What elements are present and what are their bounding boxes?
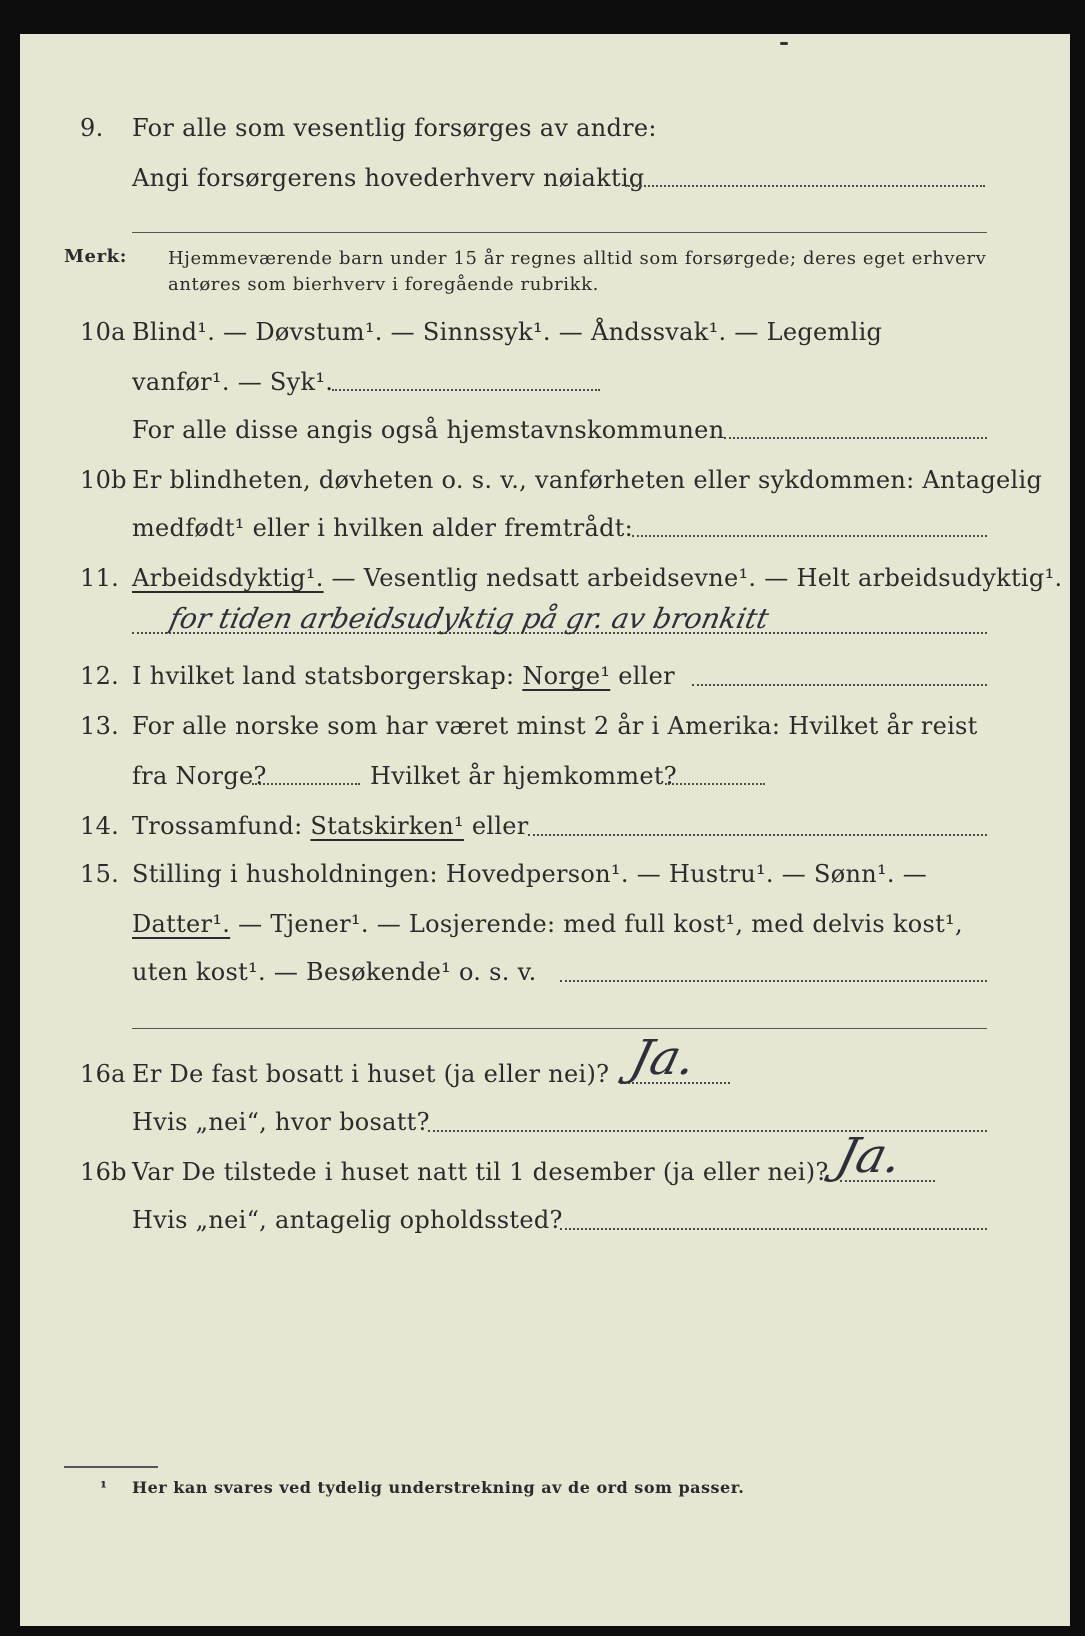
ink-speck (780, 42, 788, 45)
q10a-line2: vanfør¹. — Syk¹. (132, 368, 334, 396)
q9-line1: For alle som vesentlig forsørges av andre: (132, 114, 657, 142)
q12-number: 12. (80, 662, 120, 690)
q15-line1: Stilling i husholdningen: Hovedperson¹. — Hustru¹. — Sønn¹. — (132, 860, 928, 888)
q14-line (132, 812, 529, 840)
q12-line (132, 662, 675, 690)
q11-number: 11. (80, 564, 120, 592)
q14-text: Trossamfund: (132, 812, 303, 840)
footnote-divider (64, 1466, 158, 1468)
q10a-line1: Blind¹. — Døvstum¹. — Sinnssyk¹. — Åndssvak¹. — Legemlig (132, 318, 883, 346)
q10a-number: 10a (80, 318, 126, 346)
footnote-text: Her kan svares ved tydelig understrekning av de ord som passer. (132, 1478, 745, 1497)
q14-answer-line[interactable] (528, 834, 987, 836)
q12-answer-line[interactable] (692, 684, 987, 686)
merk-line2: antøres som bierhverv i foregående rubrikk. (168, 274, 599, 295)
q13-reist-line[interactable] (252, 783, 360, 785)
q15-extra-line[interactable] (132, 1028, 987, 1029)
q13-line1: For alle norske som har været minst 2 år i Amerika: Hvilket år reist (132, 712, 978, 740)
q15-answer-line[interactable] (560, 980, 987, 982)
q10b-number: 10b (80, 466, 127, 494)
census-form-page (20, 34, 1070, 1626)
q16a-number: 16a (80, 1060, 126, 1088)
q16b-number: 16b (80, 1158, 127, 1186)
q9-line2: Angi forsørgerens hovederhverv nøiaktig (132, 164, 645, 192)
q15-option-datter[interactable]: Datter¹. (132, 910, 231, 938)
q11-option-arbeidsdyktig[interactable]: Arbeidsdyktig¹. (132, 564, 324, 592)
q15-line2 (132, 910, 963, 938)
q9-answer-line[interactable] (625, 185, 985, 187)
q13-line2a: fra Norge? (132, 762, 267, 790)
q10b-line1: Er blindheten, døvheten o. s. v., vanførheten eller sykdommen: Antagelig (132, 466, 1043, 494)
footnote-marker: ¹ (100, 1478, 108, 1497)
q15-line2-rest: — Tjener¹. — Losjerende: med full kost¹, med delvis kost¹, (230, 910, 963, 938)
q14-tail: eller (471, 812, 529, 840)
q16a-handwritten-answer: Ja. (625, 1030, 703, 1086)
q14-option-statskirken[interactable]: Statskirken¹ (310, 812, 464, 840)
q12-text: I hvilket land statsborgerskap: (132, 662, 515, 690)
q10a-hjemstavn-line[interactable] (724, 437, 987, 439)
q10a-line3: For alle disse angis også hjemstavnskommunen (132, 416, 725, 444)
merk-line1: Hjemmeværende barn under 15 år regnes alltid som forsørgede; deres eget erhverv (168, 248, 987, 269)
merk-label: Merk: (64, 246, 127, 267)
q16b-handwritten-answer: Ja. (831, 1128, 909, 1184)
q15-line3: uten kost¹. — Besøkende¹ o. s. v. (132, 958, 537, 986)
q9-number: 9. (80, 114, 104, 142)
q13-hjemkommet-line[interactable] (665, 783, 765, 785)
q16a-line1: Er De fast bosatt i huset (ja eller nei)? (132, 1060, 610, 1088)
q11-handwritten-answer: for tiden arbeidsudyktig på gr. av bronkitt (166, 602, 772, 635)
q11-line1 (132, 564, 1062, 592)
q10b-line2: medfødt¹ eller i hvilken alder fremtrådt: (132, 514, 634, 542)
q12-option-norge[interactable]: Norge¹ (522, 662, 611, 690)
q10a-syk-line[interactable] (332, 389, 600, 391)
q11-rest: — Vesentlig nedsatt arbeidsevne¹. — Helt arbeidsudyktig¹. (323, 564, 1063, 592)
q12-tail: eller (618, 662, 675, 690)
q16a-line2: Hvis „nei“, hvor bosatt? (132, 1108, 430, 1136)
q9-extra-line[interactable] (132, 232, 987, 233)
q13-number: 13. (80, 712, 120, 740)
q13-line2b: Hvilket år hjemkommet? (370, 762, 677, 790)
q10b-answer-line[interactable] (632, 535, 987, 537)
q16b-line1: Var De tilstede i huset natt til 1 desember (ja eller nei)? (132, 1158, 829, 1186)
q16b-line2: Hvis „nei“, antagelig opholdssted? (132, 1206, 563, 1234)
q15-number: 15. (80, 860, 120, 888)
q14-number: 14. (80, 812, 120, 840)
q16b-opholdssted-line[interactable] (560, 1228, 987, 1230)
